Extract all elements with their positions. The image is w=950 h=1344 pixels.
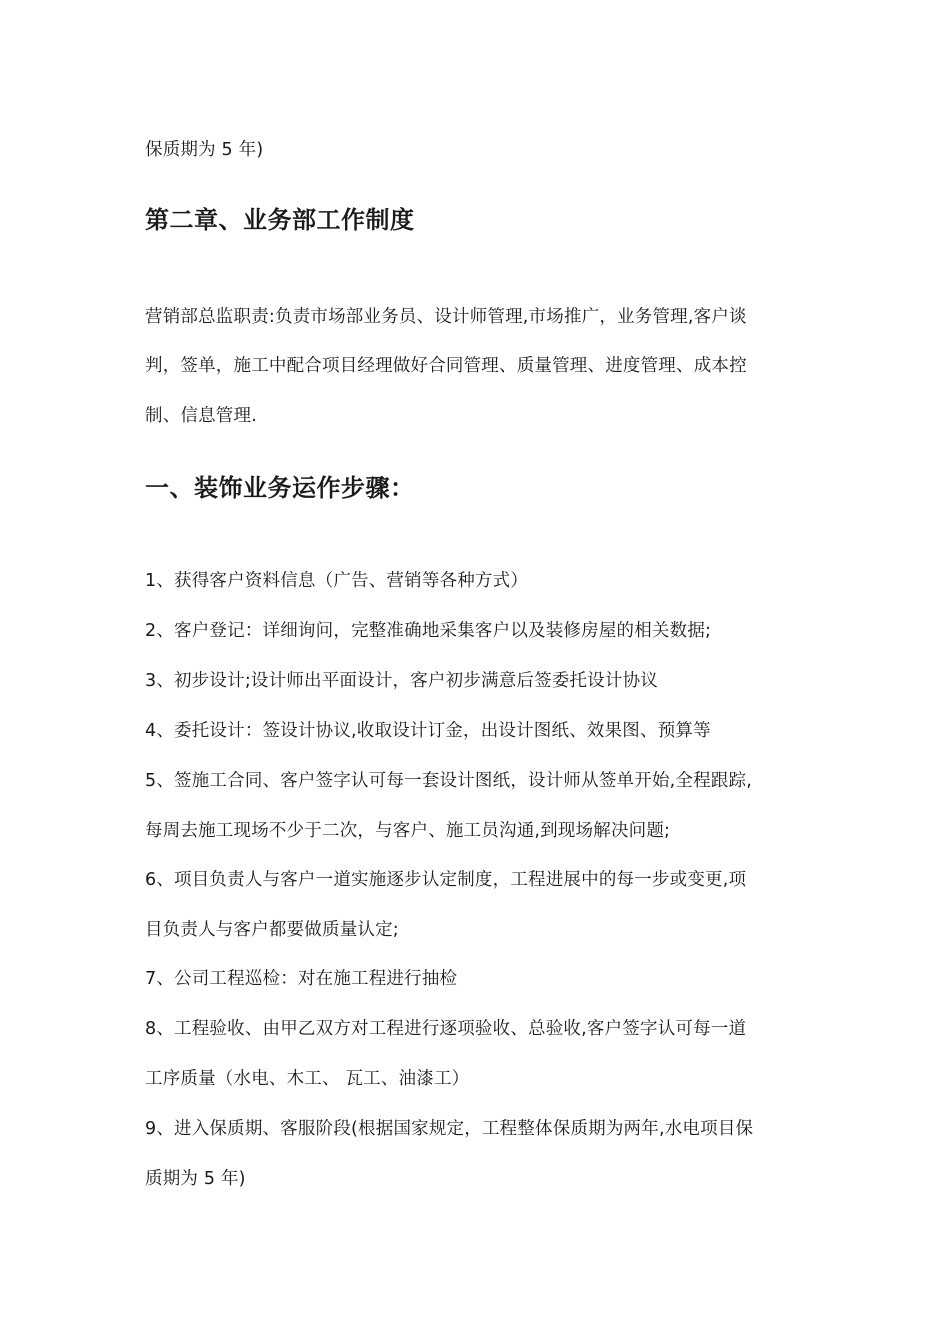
- responsibility-line-1: 营销部总监职责:负责市场部业务员、设计师管理,市场推广，业务管理,客户谈: [145, 307, 747, 327]
- step-line-8-cont: 工序质量（水电、木工、 瓦工、油漆工）: [145, 1069, 470, 1089]
- step-line-9: 9、进入保质期、客服阶段(根据国家规定，工程整体保质期为两年,水电项目保: [145, 1119, 754, 1139]
- step-line-4: 4、委托设计：签设计协议,收取设计订金，出设计图纸、效果图、预算等: [145, 721, 711, 741]
- step-line-3: 3、初步设计;设计师出平面设计，客户初步满意后签委托设计协议: [145, 671, 659, 691]
- chapter-title: 第二章、业务部工作制度: [145, 206, 415, 234]
- step-line-6: 6、项目负责人与客户一道实施逐步认定制度，工程进展中的每一步或变更,项: [145, 870, 747, 890]
- step-line-9-cont: 质期为 5 年): [145, 1169, 246, 1189]
- continuation-text: 保质期为 5 年): [145, 140, 264, 160]
- section-title: 一、装饰业务运作步骤：: [145, 474, 415, 502]
- step-line-8: 8、工程验收、由甲乙双方对工程进行逐项验收、总验收,客户签字认可每一道: [145, 1019, 747, 1039]
- step-line-1: 1、获得客户资料信息（广告、营销等各种方式）: [145, 571, 529, 591]
- step-line-6-cont: 目负责人与客户都要做质量认定;: [145, 920, 399, 940]
- step-line-5: 5、签施工合同、客户签字认可每一套设计图纸，设计师从签单开始,全程跟踪,: [145, 771, 752, 791]
- responsibility-line-2: 判，签单，施工中配合项目经理做好合同管理、质量管理、进度管理、成本控: [145, 356, 747, 376]
- step-line-2: 2、客户登记：详细询问，完整准确地采集客户以及装修房屋的相关数据;: [145, 621, 712, 641]
- responsibility-line-3: 制、信息管理.: [145, 406, 257, 426]
- step-line-7: 7、公司工程巡检：对在施工程进行抽检: [145, 969, 458, 989]
- step-line-5-cont: 每周去施工现场不少于二次，与客户、施工员沟通,到现场解决问题;: [145, 821, 671, 841]
